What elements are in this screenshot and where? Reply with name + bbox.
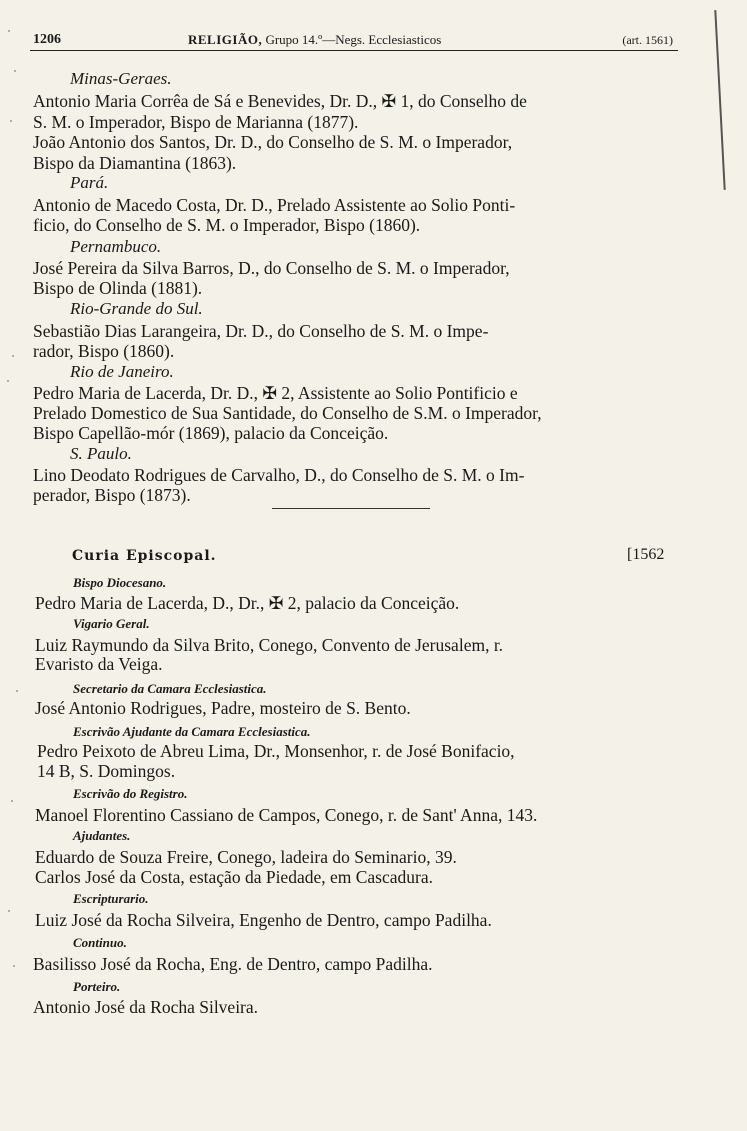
region-heading: Rio de Janeiro. bbox=[70, 362, 174, 381]
region-heading: Minas-Geraes. bbox=[70, 69, 172, 88]
section-divider bbox=[272, 508, 430, 509]
running-title bbox=[188, 32, 441, 48]
text-line: S. M. o Imperador, Bispo de Marianna (1877). bbox=[33, 112, 359, 132]
margin-specks bbox=[4, 10, 24, 1010]
region-heading: Rio-Grande do Sul. bbox=[70, 299, 203, 318]
page-header bbox=[33, 32, 673, 52]
role-heading: Vigario Geral. bbox=[73, 616, 150, 631]
role-heading: Escrivão Ajudante da Camara Ecclesiastica. bbox=[73, 724, 311, 739]
section-number: [1562 bbox=[627, 546, 665, 563]
text-line: Eduardo de Souza Freire, Conego, ladeira do Seminario, 39. bbox=[35, 847, 457, 867]
text-line: Prelado Domestico de Sua Santidade, do Conselho de S.M. o Imperador, bbox=[33, 403, 542, 423]
group-subtitle: Grupo 14.º—Negs. Ecclesiasticos bbox=[265, 32, 442, 47]
text-line: Luiz Raymundo da Silva Brito, Conego, Convento de Jerusalem, r. bbox=[35, 635, 504, 655]
role-heading: Ajudantes. bbox=[73, 828, 131, 843]
section-name: RELIGIÃO, bbox=[188, 32, 263, 47]
text-line: Antonio Maria Corrêa de Sá e Benevides, Dr. D., ✠ 1, do Conselho de bbox=[33, 91, 527, 111]
page-number: 1206 bbox=[33, 32, 61, 47]
text-line: Lino Deodato Rodrigues de Carvalho, D., do Conselho de S. M. o Im- bbox=[33, 465, 525, 485]
text-line: Evaristo da Veiga. bbox=[35, 654, 163, 674]
text-line: Basilisso José da Rocha, Eng. de Dentro, campo Padilha. bbox=[33, 954, 433, 974]
text-line: João Antonio dos Santos, Dr. D., do Conselho de S. M. o Imperador, bbox=[33, 132, 513, 152]
text-line: Bispo da Diamantina (1863). bbox=[33, 153, 237, 173]
text-line: Antonio de Macedo Costa, Dr. D., Prelado Assistente ao Solio Ponti- bbox=[33, 195, 516, 215]
text-line: Bispo Capellão-mór (1869), palacio da Conceição. bbox=[33, 423, 389, 443]
role-heading: Continuo. bbox=[73, 935, 127, 950]
text-line: José Pereira da Silva Barros, D., do Conselho de S. M. o Imperador, bbox=[33, 258, 510, 278]
text-line: Luiz José da Rocha Silveira, Engenho de Dentro, campo Padilha. bbox=[35, 910, 492, 930]
text-line: Sebastião Dias Larangeira, Dr. D., do Conselho de S. M. o Impe- bbox=[33, 321, 489, 341]
text-line: José Antonio Rodrigues, Padre, mosteiro de S. Bento. bbox=[35, 698, 411, 718]
header-rule bbox=[30, 50, 678, 51]
text-line: Pedro Maria de Lacerda, D., Dr., ✠ 2, palacio da Conceição. bbox=[35, 593, 460, 613]
text-line: Carlos José da Costa, estação da Piedade, em Cascadura. bbox=[35, 867, 433, 887]
section-title: Curia Episcopal. bbox=[72, 548, 217, 564]
region-heading: Pará. bbox=[70, 173, 109, 192]
text-line: Manoel Florentino Cassiano de Campos, Conego, r. de Sant' Anna, 143. bbox=[35, 805, 538, 825]
text-line: Pedro Peixoto de Abreu Lima, Dr., Monsenhor, r. de José Bonifacio, bbox=[37, 741, 515, 761]
article-reference: (art. 1561) bbox=[622, 33, 673, 47]
role-heading: Bispo Diocesano. bbox=[73, 575, 167, 590]
text-line: 14 B, S. Domingos. bbox=[37, 761, 176, 781]
role-heading: Porteiro. bbox=[73, 979, 121, 994]
region-heading: Pernambuco. bbox=[70, 237, 162, 256]
margin-mark bbox=[714, 10, 725, 190]
role-heading: Escripturario. bbox=[73, 891, 149, 906]
role-heading: Escrivão do Registro. bbox=[73, 786, 188, 801]
text-line: perador, Bispo (1873). bbox=[33, 485, 191, 505]
text-line: ficio, do Conselho de S. M. o Imperador, Bispo (1860). bbox=[33, 215, 421, 235]
text-line: Antonio José da Rocha Silveira. bbox=[33, 997, 259, 1017]
text-line: Bispo de Olinda (1881). bbox=[33, 278, 203, 298]
role-heading: Secretario da Camara Ecclesiastica. bbox=[73, 681, 267, 696]
region-heading: S. Paulo. bbox=[70, 444, 132, 463]
text-line: rador, Bispo (1860). bbox=[33, 341, 175, 361]
text-line: Pedro Maria de Lacerda, Dr. D., ✠ 2, Assistente ao Solio Pontificio e bbox=[33, 383, 518, 403]
